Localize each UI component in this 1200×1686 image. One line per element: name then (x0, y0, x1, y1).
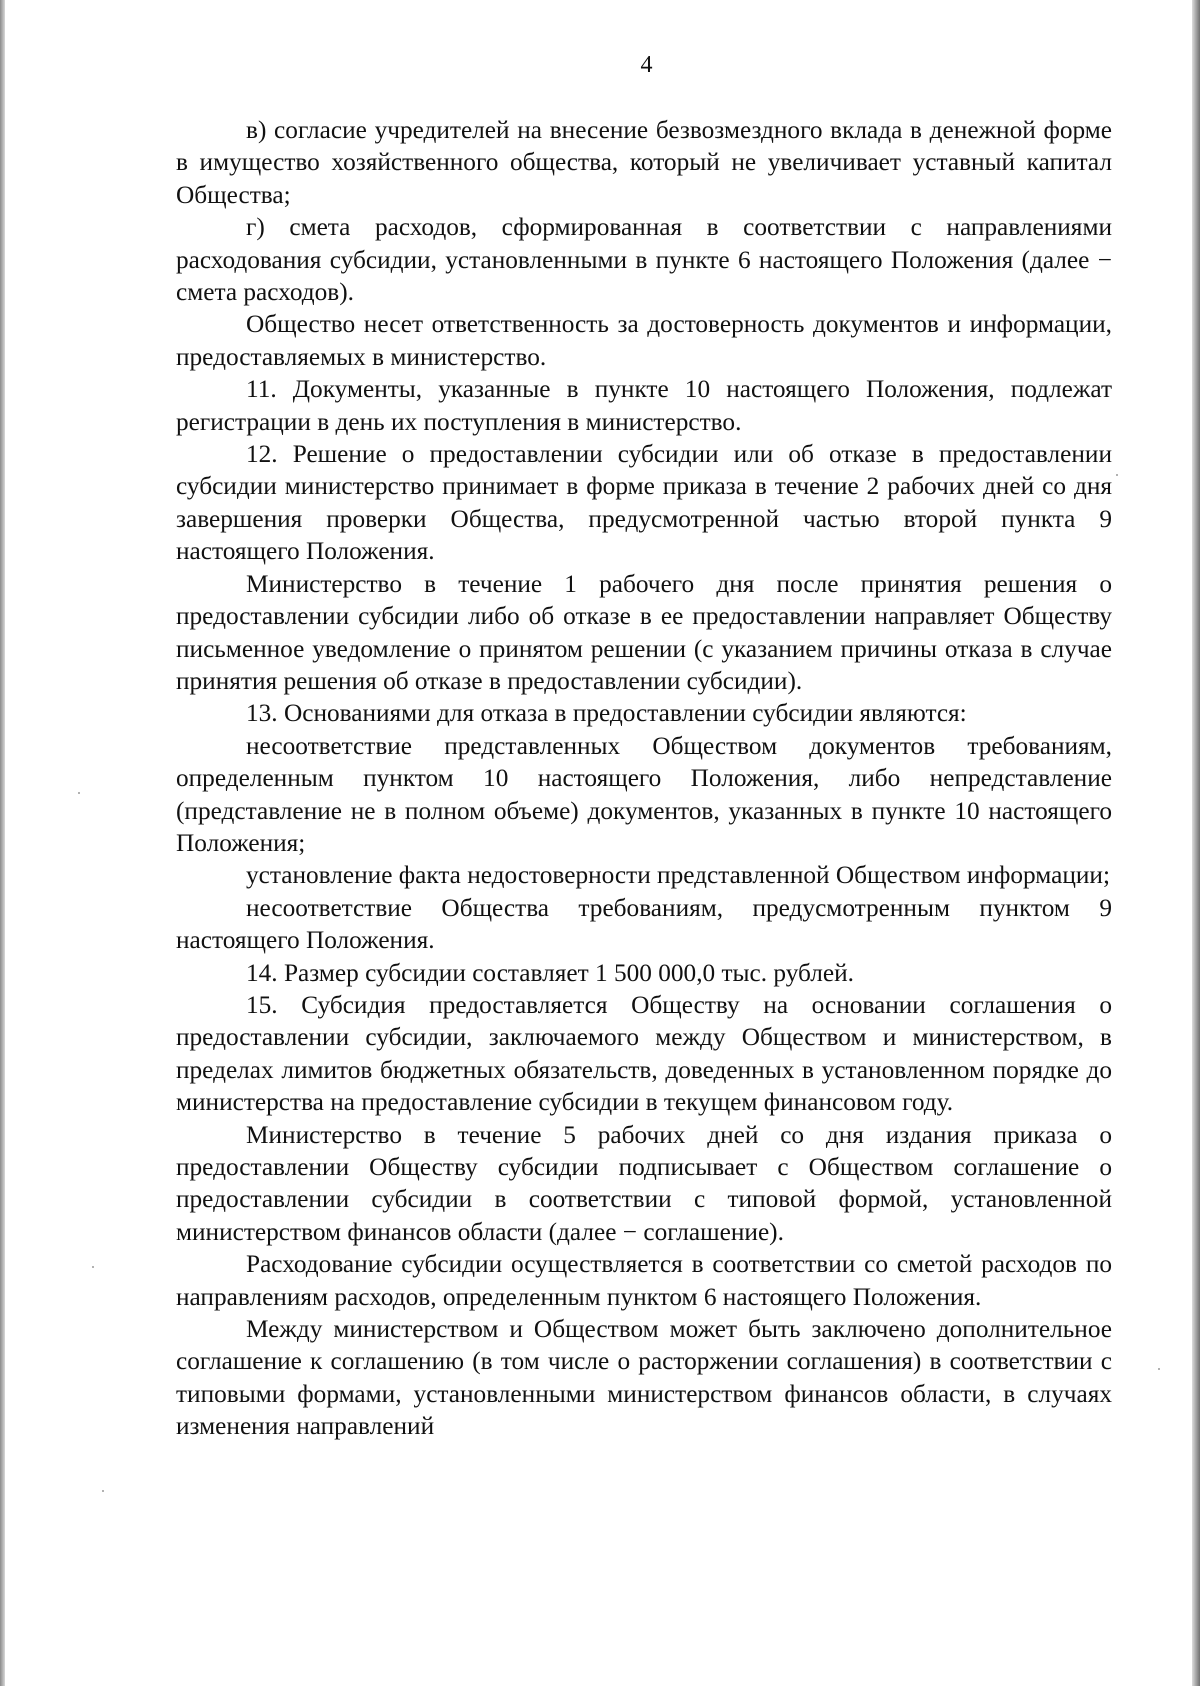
paragraph-15: 15. Субсидия предоставляется Обществу на основании соглашения о предоставлении субсидии, заключаемого между Обществом и министерством, в пределах лимитов бюджетных обязательств, доведенных в установленном порядке до министерства на предоставление субсидии в текущем финансовом году. (176, 990, 1112, 1117)
paragraph-responsibility: Общество несет ответственность за достоверность документов и информации, предоставляемых в министерство. (176, 310, 1112, 371)
paragraph-ground-3: несоответствие Общества требованиям, предусмотренным пунктом 9 настоящего Положения. (176, 893, 1112, 955)
paragraph-ground-2: установление факта недостоверности представленной Обществом информации; (246, 861, 1110, 890)
scan-speck (78, 792, 80, 794)
paragraph-additional-agreement: Между министерством и Обществом может быть заключено дополнительное соглашение к соглашению (в том числе о расторжении соглашения) в соответствии с типовыми формами, установленными министерством финансов области, в случаях изменения направлений (176, 1315, 1112, 1441)
paragraph-11: 11. Документы, указанные в пункте 10 настоящего Положения, подлежат регистрации в день их поступления в министерство. (176, 375, 1112, 436)
scan-speck (1158, 1368, 1160, 1370)
paragraph-14: 14. Размер субсидии составляет 1 500 000,0 тыс. рублей. (246, 958, 855, 987)
document-body (176, 114, 1112, 1443)
paragraph-item-g: г) смета расходов, сформированная в соответствии с направлениями расходования субсидии, установленными в пункте 6 настоящего Положения (далее − смета расходов). (176, 213, 1112, 307)
scan-speck (92, 1266, 94, 1268)
page-number: 4 (640, 52, 653, 78)
scan-speck (102, 1490, 104, 1492)
paragraph-spending: Расходование субсидии осуществляется в соответствии со сметой расходов по направлениям расходов, определенным пунктом 6 настоящего Положения. (176, 1250, 1112, 1311)
paragraph-12: 12. Решение о предоставлении субсидии или об отказе в предоставлении субсидии министерство принимает в форме приказа в течение 2 рабочих дней со дня завершения проверки Общества, предусмотренной частью второй пункта 9 настоящего Положения. (176, 440, 1112, 566)
scan-left-edge (0, 0, 5, 1686)
scan-right-edge (1192, 0, 1200, 1686)
paragraph-item-v: в) согласие учредителей на внесение безвозмездного вклада в денежной форме в имущество хозяйственного общества, который не увеличивает уставный капитал Общества; (176, 116, 1112, 209)
paragraph-13: 13. Основаниями для отказа в предоставлении субсидии являются: (246, 699, 967, 728)
paragraph-agreement: Министерство в течение 5 рабочих дней со дня издания приказа о предоставлении Обществу субсидии подписывает с Обществом соглашение о предоставлении субсидии в соответствии с типовой формой, установленной министерством финансов области (далее − соглашение). (176, 1120, 1112, 1246)
scan-speck (1116, 474, 1118, 476)
paragraph-notification: Министерство в течение 1 рабочего дня после принятия решения о предоставлении субсидии либо об отказе в ее предоставлении направляет Обществу письменное уведомление о принятом решении (с указанием причины отказа в случае принятия решения об отказе в предоставлении субсидии). (176, 569, 1112, 695)
paragraph-ground-1: несоответствие представленных Обществом документов требованиям, определенным пунктом 10 настоящего Положения, либо непредставление (представление не в полном объеме) документов, указанных в пункте 10 настоящего Положения; (176, 731, 1112, 857)
